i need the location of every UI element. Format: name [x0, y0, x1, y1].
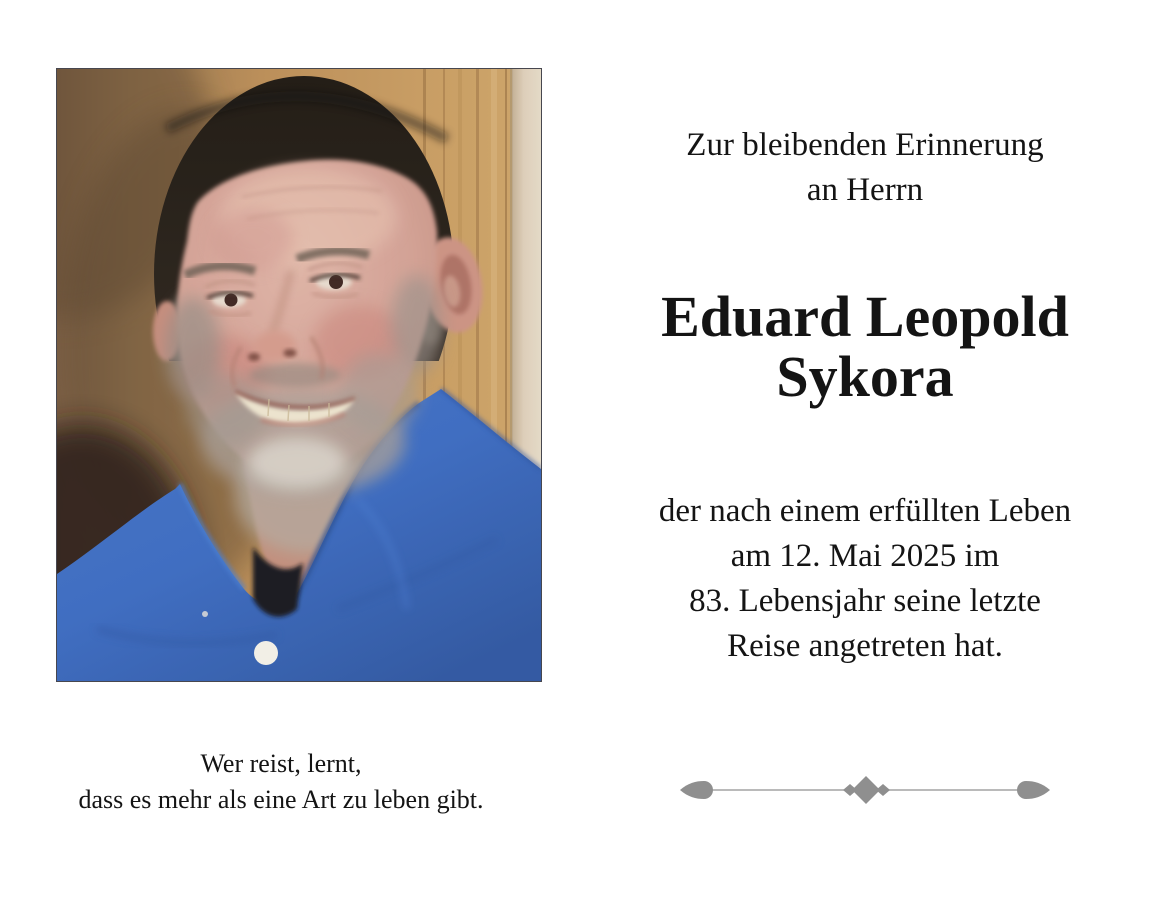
divider-flourish-image [678, 771, 1052, 807]
intro-line-1: Zur bleibenden Erinnerung [686, 127, 1044, 163]
quote-line-1: Wer reist, lernt, [200, 749, 362, 778]
obituary-line-3: 83. Lebensjahr seine letzte [689, 583, 1041, 619]
name-line-2: Sykora [776, 344, 954, 409]
deceased-name [600, 284, 1130, 409]
memorial-quote [16, 746, 546, 818]
diamond-cluster-icon [843, 776, 890, 804]
obituary-line-2: am 12. Mai 2025 im [730, 538, 1000, 574]
teardrop-left-icon [680, 781, 713, 799]
obituary-line-1: der nach einem erfüllten Leben [658, 493, 1072, 529]
intro-line-2: an Herrn [806, 172, 924, 208]
obituary-text [600, 489, 1130, 669]
portrait-photo-image [57, 69, 541, 681]
intro-text [600, 123, 1130, 213]
divider-flourish [678, 771, 1052, 807]
portrait-photo [56, 68, 542, 682]
quote-line-2: dass es mehr als eine Art zu leben gibt. [78, 785, 484, 814]
name-line-1: Eduard Leopold [661, 284, 1069, 349]
teardrop-right-icon [1017, 781, 1050, 799]
obituary-line-4: Reise angetreten hat. [727, 628, 1003, 664]
